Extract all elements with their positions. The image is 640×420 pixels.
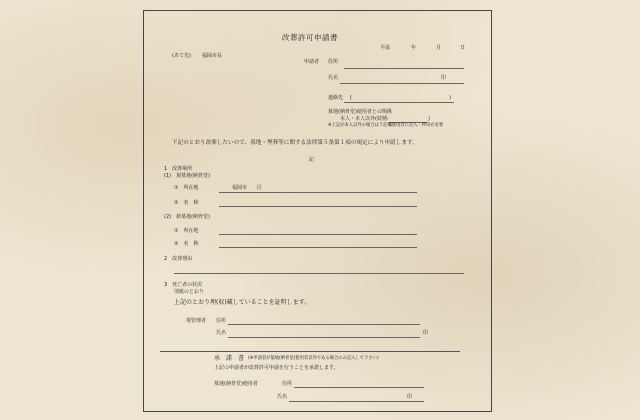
consent-addr-label: 住所 bbox=[282, 381, 293, 387]
date-era: 平成 bbox=[380, 45, 391, 51]
consent-note: (※申請者が墓地(納骨堂)使用者以外である場合のみ記入して下さい) bbox=[248, 356, 379, 361]
manager-seal: 印 bbox=[423, 330, 429, 336]
consent-name-label: 氏名 bbox=[277, 394, 288, 400]
section1-label: 1 改葬場所 bbox=[164, 166, 193, 172]
current-addr-label: ① 所在地 bbox=[174, 185, 199, 191]
date-month: 月 bbox=[436, 45, 442, 51]
consent-title: 承 諾 書 bbox=[214, 355, 245, 362]
consent-user-label: 墓地(納骨堂)使用者 bbox=[214, 381, 258, 387]
manager-label: 現管理者 bbox=[186, 318, 207, 324]
consent-seal: 印 bbox=[407, 394, 413, 400]
consent-addr-line[interactable] bbox=[294, 387, 424, 388]
current-addr-line[interactable] bbox=[219, 192, 417, 193]
relation-label: 墓地(納骨堂)使用者との関係 bbox=[328, 109, 392, 115]
consent-text: 上記の申請者が改葬許可申請を行うことを承諾します。 bbox=[214, 365, 339, 371]
manager-name-line[interactable] bbox=[228, 337, 420, 338]
section3-label: 3 死亡者の状況 bbox=[164, 282, 203, 288]
new-name-line[interactable] bbox=[219, 247, 417, 248]
ki-label: 記 bbox=[309, 157, 315, 163]
recipient-prefix: (あて先) bbox=[172, 53, 191, 59]
current-name-line[interactable] bbox=[219, 206, 417, 207]
section2-label: 2 改葬理由 bbox=[164, 256, 193, 262]
relation-close-paren: ) bbox=[428, 116, 430, 122]
new-name-label: ② 名 称 bbox=[174, 241, 199, 247]
applicant-contact-line[interactable] bbox=[344, 102, 454, 103]
manager-addr-line[interactable] bbox=[228, 324, 420, 325]
current-name-label: ② 名 称 bbox=[174, 200, 199, 206]
applicant-address-line[interactable] bbox=[344, 68, 464, 69]
relation-note: ※上記が本人以外の場合は下記欄使用者に記入・押印が必要 bbox=[328, 123, 444, 128]
current-site-label: (1) 現墓地(納骨堂) bbox=[164, 173, 210, 179]
date-day: 日 bbox=[460, 45, 466, 51]
current-addr-value: 福岡市 区 bbox=[232, 185, 263, 191]
applicant-seal: 印 bbox=[441, 75, 447, 81]
relation-value: 本人・本人以外(続柄: bbox=[340, 116, 389, 122]
manager-name-label: 氏名 bbox=[216, 330, 227, 336]
intro-text: 下記のとおり改葬したいので、墓地・埋葬等に関する法律第５条第１項の規定により申請します。 bbox=[172, 140, 418, 146]
date-year: 年 bbox=[411, 45, 417, 51]
recipient-name: 福岡市長 bbox=[202, 53, 223, 59]
applicant-label: 申請者 bbox=[304, 59, 320, 65]
new-addr-label: ① 所在地 bbox=[174, 228, 199, 234]
applicant-contact-label: 連絡先 bbox=[328, 95, 344, 101]
new-addr-line[interactable] bbox=[219, 234, 417, 235]
applicant-name-line[interactable] bbox=[340, 83, 464, 84]
new-site-label: (2) 新墓地(納骨堂) bbox=[164, 214, 210, 220]
consent-name-line[interactable] bbox=[289, 401, 424, 402]
applicant-name-label: 氏名 bbox=[328, 75, 339, 81]
contact-open-paren: ( bbox=[350, 95, 352, 101]
section-divider bbox=[160, 351, 460, 352]
contact-close-paren: ) bbox=[449, 95, 451, 101]
manager-addr-label: 住所 bbox=[216, 318, 227, 324]
reason-line[interactable] bbox=[174, 273, 464, 274]
form-title: 改葬許可申請書 bbox=[282, 33, 338, 42]
applicant-address-label: 住所 bbox=[328, 59, 339, 65]
section3-note: 別紙のとおり bbox=[174, 289, 205, 295]
application-form bbox=[143, 10, 492, 412]
burial-cert-text: 上記のとおり埋(収)蔵していることを証明します。 bbox=[174, 299, 311, 306]
